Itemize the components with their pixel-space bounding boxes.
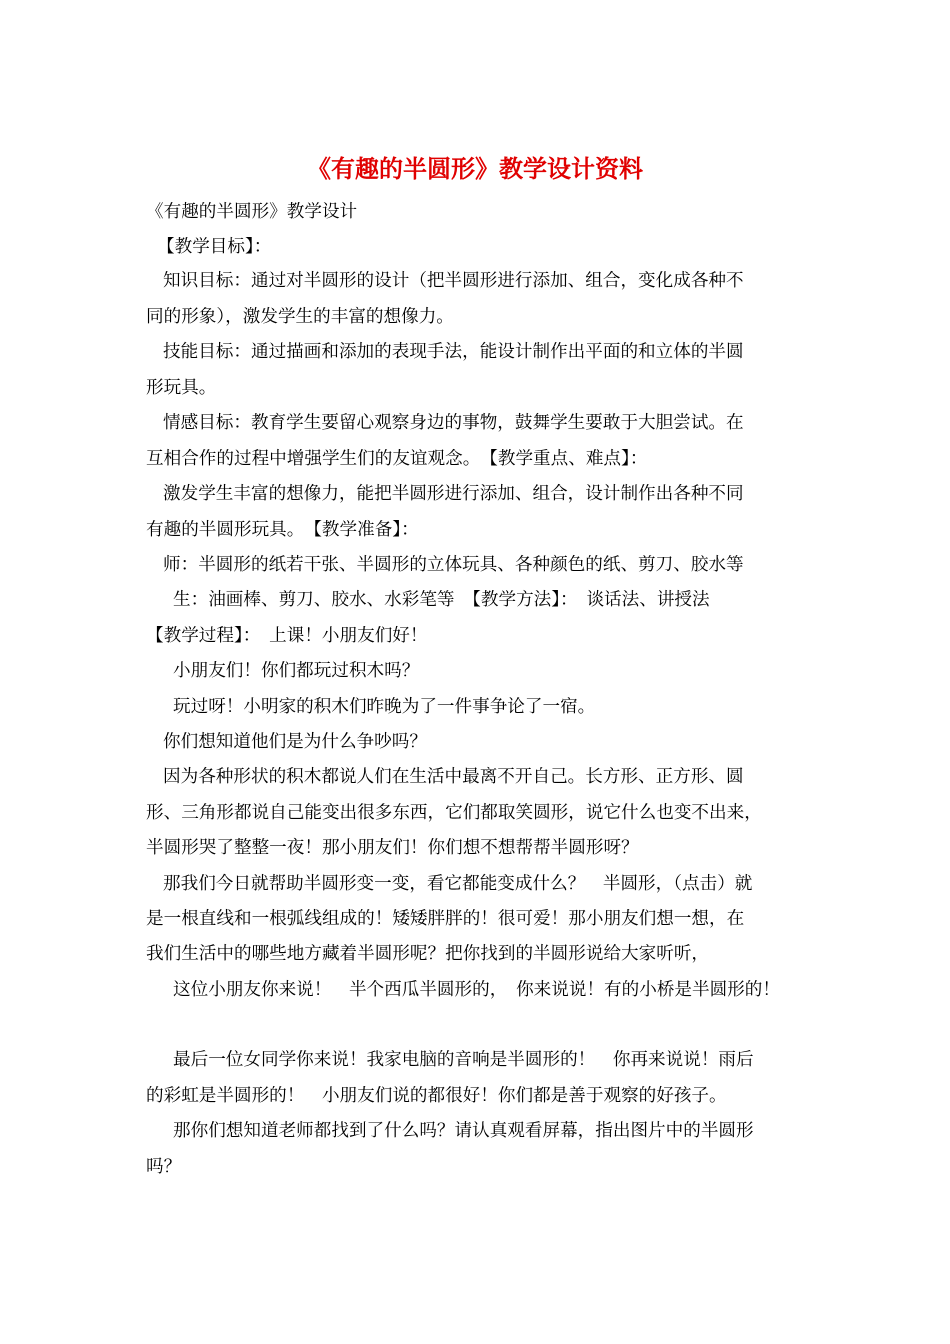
paragraph-line: 你们想知道他们是为什么争吵吗？ bbox=[163, 732, 427, 752]
paragraph-line: 有趣的半圆形玩具。 【教学准备】： bbox=[146, 520, 419, 540]
paragraph-line: 师：半圆形的纸若干张、半圆形的立体玩具、各种颜色的纸、剪刀、胶水等 bbox=[163, 555, 744, 575]
paragraph-line: 半圆形哭了整整一夜！那小朋友们！你们想不想帮帮半圆形呀？ bbox=[146, 838, 639, 858]
paragraph-line: 同的形象），激发学生的丰富的想像力。 bbox=[146, 307, 454, 327]
paragraph-line: 吗？ bbox=[146, 1157, 182, 1177]
paragraph-line: 这位小朋友你来说！ 半个西瓜半圆形的， 你来说说！有的小桥是半圆形的！ bbox=[173, 980, 780, 1000]
paragraph-line: 那我们今日就帮助半圆形变一变，看它都能变成什么？ 半圆形，（点击）就 bbox=[163, 874, 753, 894]
subtitle-line: 《有趣的半圆形》教学设计 bbox=[146, 202, 358, 222]
paragraph-line: 形玩具。 bbox=[146, 378, 217, 398]
paragraph-line: 知识目标：通过对半圆形的设计（把半圆形进行添加、组合，变化成各种不 bbox=[163, 271, 744, 291]
document-title: 《有趣的半圆形》教学设计资料 bbox=[307, 154, 643, 183]
paragraph-line: 是一根直线和一根弧线组成的！矮矮胖胖的！很可爱！那小朋友们想一想，在 bbox=[146, 909, 745, 929]
paragraph-line: 那你们想知道老师都找到了什么吗？请认真观看屏幕，指出图片中的半圆形 bbox=[173, 1121, 754, 1141]
paragraph-line: 玩过呀！小明家的积木们昨晚为了一件事争论了一宿。 bbox=[173, 697, 596, 717]
paragraph-line: 我们生活中的哪些地方藏着半圆形呢？把你找到的半圆形说给大家听听， bbox=[146, 944, 710, 964]
paragraph-line: 形、三角形都说自己能变出很多东西，它们都取笑圆形，说它什么也变不出来， bbox=[146, 803, 762, 823]
section-heading-objectives: 【教学目标】： bbox=[157, 237, 272, 257]
paragraph-line: 小朋友们！你们都玩过积木吗？ bbox=[173, 661, 420, 681]
paragraph-line: 激发学生丰富的想像力，能把半圆形进行添加、组合，设计制作出各种不同 bbox=[163, 484, 744, 504]
paragraph-line: 生：油画棒、剪刀、胶水、水彩笔等 【教学方法】： 谈话法、讲授法 bbox=[173, 590, 710, 610]
paragraph-line: 最后一位女同学你来说！我家电脑的音响是半圆形的！ 你再来说说！雨后 bbox=[173, 1050, 754, 1070]
paragraph-line: 技能目标：通过描画和添加的表现手法，能设计制作出平面的和立体的半圆 bbox=[163, 342, 744, 362]
paragraph-line: 情感目标：教育学生要留心观察身边的事物，鼓舞学生要敢于大胆尝试。在 bbox=[163, 413, 744, 433]
paragraph-line: 【教学过程】： 上课！小朋友们好！ bbox=[146, 626, 428, 646]
paragraph-line: 因为各种形状的积木都说人们在生活中最离不开自己。长方形、正方形、圆 bbox=[163, 767, 744, 787]
paragraph-line: 的彩虹是半圆形的！ 小朋友们说的都很好！你们都是善于观察的好孩子。 bbox=[146, 1086, 727, 1106]
paragraph-line: 互相合作的过程中增强学生们的友谊观念。 【教学重点、难点】： bbox=[146, 449, 648, 469]
